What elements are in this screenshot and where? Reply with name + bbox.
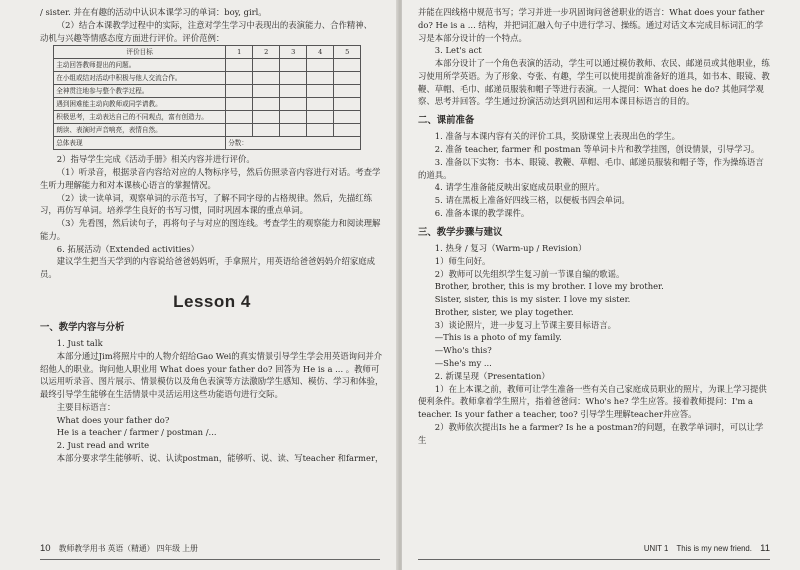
text-line: 2）教师可以先组织学生复习前一节课自编的歌谣。	[434, 268, 625, 279]
section-heading: 一、教学内容与分析	[40, 321, 125, 333]
table-cell: 遇到困难能主动向教师或同学请教。	[54, 98, 226, 111]
table-header: 5	[334, 46, 361, 59]
paragraph: 建议学生把当天学到的内容说给爸爸妈妈听，手拿照片，用英语给爸爸妈妈介绍家庭成员。	[40, 256, 376, 280]
paragraph: 本部分通过Jim将照片中的人物介绍给Gao Wei的真实情景引导学生学会用英语询问并介绍他人的职业。询问他人职业用 What does your father do? 回答为 He is a ... 。教师可以运用听录音、图片展示、情景模仿以及角色表演等方法激励学生感知、模仿、学习和体验，最终引导学生能够在生活情景中灵活运用这些功能语句进行交际。	[40, 350, 384, 400]
table-header: 评价目标	[54, 46, 226, 59]
table-row	[54, 111, 361, 124]
sub-heading: 2. 新课呈现（Presentation）	[434, 370, 550, 381]
paragraph: 本部分要求学生能够听、说、认读postman，能够听、说、读、写teacher 和farmer，	[56, 452, 384, 463]
paragraph: 2）指导学生完成《活动手册》相关内容并进行评价。	[56, 154, 255, 165]
text-line: （2）结合本课教学过程中的实际，注意对学生学习中表现出的表演能力、合作精神、	[56, 19, 372, 30]
text-line: 1）师生问好。	[434, 255, 491, 266]
table-row	[54, 59, 361, 72]
paragraph: 2）教师依次提出Is he a farmer? Is he a postman?的问题，在教学单词时，可以让学生	[418, 421, 764, 445]
table-row	[54, 124, 361, 137]
sub-heading: 2. Just read and write	[56, 440, 150, 451]
example-sentence: Brother, sister, we play together.	[434, 306, 574, 317]
left-page	[0, 0, 398, 570]
page-footer	[644, 542, 770, 556]
example-sentence: —This is a photo of my family.	[434, 332, 562, 343]
paragraph: 1）在上本课之前，教师可让学生准备一些有关自己家庭成员职业的照片，为课上学习提供便利条件。教师拿着学生照片，指着爸爸问：Who's he? 学生应答。接着教师提问：I'm a teacher. Is your father a teacher, too? 引导学生理解teacher并应答。	[418, 383, 767, 420]
example-sentence: Sister, sister, this is my sister. I love my sister.	[434, 294, 631, 305]
table-header: 4	[307, 46, 334, 59]
page-number: 11	[760, 542, 770, 554]
right-page	[402, 0, 800, 570]
table-row	[54, 98, 361, 111]
page-number: 10	[40, 542, 51, 554]
list-item: 2. 准备 teacher, farmer 和 postman 等单词卡片和教学挂图，创设情景，引导学习。	[434, 144, 760, 155]
table-cell: 主动回答教师提出的问题。	[54, 59, 226, 72]
table-row	[54, 85, 361, 98]
list-item: 5. 请在黑板上准备好四线三格，以便板书四会单词。	[434, 195, 630, 206]
example-sentence: What does your father do?	[56, 414, 170, 425]
example-sentence: Brother, brother, this is my brother. I love my brother.	[434, 281, 664, 292]
table-cell: 全神贯注地参与整个教学过程。	[54, 85, 226, 98]
table-row	[54, 72, 361, 85]
paragraph: 本部分设计了一个角色表演的活动，学生可以通过模仿教师、农民、邮递员或其他职业，练习使用所学英语。为了形象、夸张、有趣，学生可以使用提前准备好的道具，如书本、眼镜、教鞭、草帽、毛巾、邮递员服装和帽子等进行表演。一人提问：What does he do? 其他同学观察、思考并回答。学生通过扮演活动达到巩固和运用本课目标语言的目的。	[418, 58, 770, 107]
footer-text: This is my new friend.	[676, 543, 752, 553]
table-cell: 总体表现	[54, 137, 226, 150]
table-header: 1	[226, 46, 253, 59]
page-footer	[40, 542, 198, 556]
example-sentence: —Who's this?	[434, 345, 492, 356]
text-line: 3）谈论照片，进一步复习上节课主要目标语言。	[434, 319, 616, 330]
list-item: 3. 准备以下实物：书本、眼镜、教鞭、草帽、毛巾、邮递员服装和帽子等，作为操练语言的道具。	[418, 156, 764, 180]
sub-heading: 3. Let's act	[434, 45, 482, 56]
section-heading: 三、教学步骤与建议	[418, 226, 503, 238]
table-header-row	[54, 46, 361, 59]
text-line: 动机与兴趣等情感态度方面进行评价。评价范例：	[40, 32, 225, 43]
footer-text: 教师教学用书 英语（精通） 四年级 上册	[58, 543, 198, 553]
paragraph: （3）先看图，然后读句子，再将句子与对应的图连线。考查学生的观察能力和阅读理解能力。	[40, 218, 381, 241]
table-cell: 在小组或结对活动中积极与他人交流合作。	[54, 72, 226, 85]
section-heading: 二、课前准备	[418, 115, 475, 127]
sub-heading: 1. 热身 / 复习（Warm-up / Revision）	[434, 243, 587, 254]
list-item: 4. 请学生准备能反映出家庭成员职业的照片。	[434, 182, 605, 193]
lesson-title: Lesson 4	[173, 291, 251, 311]
example-sentence: —She's my ...	[434, 357, 492, 368]
text-line: 主要目标语言：	[56, 401, 116, 412]
table-header: 3	[280, 46, 307, 59]
footer-rule	[418, 559, 770, 560]
paragraph: 6. 拓展活动（Extended activities）	[56, 243, 200, 254]
list-item: 6. 准备本课的教学课件。	[434, 208, 530, 219]
text-line: / sister. 并在有趣的活动中认识本课学习的单词：boy, girl。	[40, 7, 267, 17]
table-cell: 分数：	[226, 137, 361, 150]
table-total-row	[54, 137, 361, 150]
paragraph: （2）读一读单词，观察单词的示范书写，了解不同字母的占格规律。然后，先描红练习，再仿写单词。培养学生良好的书写习惯，同时巩固本课的重点单词。	[40, 192, 372, 216]
table-header: 2	[253, 46, 280, 59]
list-item: 1. 准备与本课内容有关的评价工具，奖励课堂上表现出色的学生。	[434, 131, 680, 142]
paragraph: 并能在四线格中规范书写；学习并进一步巩固询问爸爸职业的语言：What does your father do? He is a ... 结构，并把词汇融入句子中进行学习、操练。通过对话文本完成目标词汇的学习是本部分设计的一个特点。	[418, 7, 765, 43]
paragraph: （1）听录音，根据录音内容给对应的人物标序号，然后仿照录音内容进行对话。考查学生听力理解能力和对本课核心语言的掌握情况。	[40, 167, 381, 190]
footer-rule	[40, 559, 380, 560]
table-cell: 朗读、表演时声音响亮，表情自然。	[54, 124, 226, 137]
footer-unit: UNIT 1	[643, 543, 669, 553]
example-sentence: He is a teacher / farmer / postman /...	[56, 427, 217, 438]
evaluation-table	[53, 45, 361, 150]
table-cell: 积极思考，主动表达自己的不同观点，富有创造力。	[54, 111, 226, 124]
sub-heading: 1. Just talk	[56, 338, 103, 349]
